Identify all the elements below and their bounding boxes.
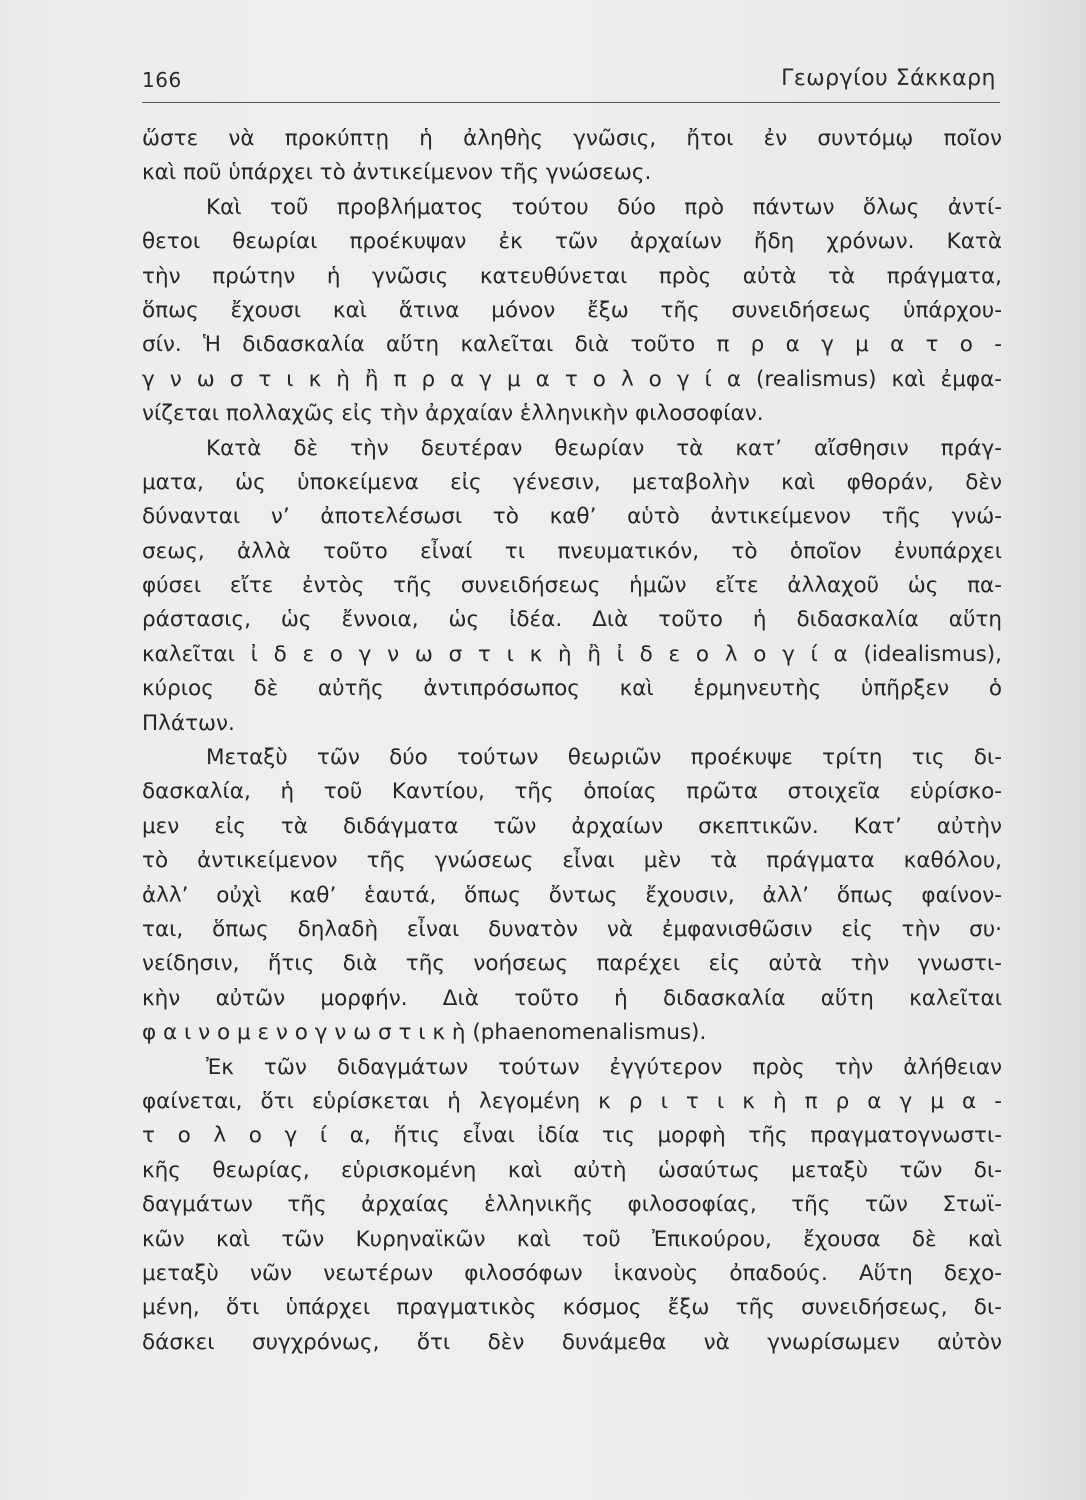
text-line: θετοι θεωρίαι προέκυψαν ἐκ τῶν ἀρχαίων ἤδη χρόνων. Κατὰ <box>142 229 1002 255</box>
page-header <box>142 62 1000 103</box>
text-line: κύριος δὲ αὐτῆς ἀντιπρόσωπος καὶ ἑρμηνευτὴς ὑπῆρξεν ὁ <box>142 676 1002 702</box>
text-line: ἀλλ’ οὐχὶ καθ’ ἑαυτά, ὅπως ὄντως ἔχουσιν, ἀλλ’ ὅπως φαίνον- <box>142 882 1002 908</box>
text-line: Καὶ τοῦ προβλήματος τούτου δύο πρὸ πάντων ὅλως ἀντί- <box>206 194 1002 220</box>
text-line: ὅπως ἔχουσι καὶ ἅτινα μόνον ἔξω τῆς συνειδήσεως ὑπάρχου- <box>142 297 1002 323</box>
text-line: τὴν πρώτην ἡ γνῶσις κατευθύνεται πρὸς αὐτὰ τὰ πράγματα, <box>142 263 1002 289</box>
text-line: Ἐκ τῶν διδαγμάτων τούτων ἐγγύτερον πρὸς τὴν ἀλήθειαν <box>206 1054 1002 1080</box>
page-number: 166 <box>142 68 182 92</box>
text-line: φαίνεται, ὅτι εὑρίσκεται ἡ λεγομένη κ ρ ι τ ι κ ὴ π ρ α γ μ α - <box>142 1088 1002 1114</box>
text-line: τ ο λ ο γ ί α, ἥτις εἶναι ἰδία τις μορφὴ τῆς πραγματογνωστι- <box>142 1123 1002 1149</box>
running-head-author: Γεωργίου Σάκκαρη <box>781 66 996 91</box>
text-line: νείδησιν, ἥτις διὰ τῆς νοήσεως παρέχει εἰς αὐτὰ τὴν γνωστι- <box>142 951 1002 977</box>
body-text <box>142 122 1002 1360</box>
text-line: ται, ὅπως δηλαδὴ εἶναι δυνατὸν νὰ ἐμφανισθῶσιν εἰς τὴν συ· <box>142 916 1002 942</box>
text-line: Πλάτων. <box>142 710 235 736</box>
text-line: κὴν αὐτῶν μορφήν. Διὰ τοῦτο ἡ διδασκαλία αὕτη καλεῖται <box>142 985 1002 1011</box>
text-line: ματα, ὡς ὑποκείμενα εἰς γένεσιν, μεταβολὴν καὶ φθοράν, δὲν <box>142 469 1002 495</box>
text-line: φ α ι ν ο μ ε ν ο γ ν ω σ τ ι κ ὴ (phaenomenalismus). <box>142 1020 707 1046</box>
text-line: νίζεται πολλαχῶς εἰς τὴν ἀρχαίαν ἑλληνικὴν φιλοσοφίαν. <box>142 401 764 427</box>
text-line: καλεῖται ἰ δ ε ο γ ν ω σ τ ι κ ὴ ἢ ἰ δ ε ο λ ο γ ί α (idealismus), <box>142 641 1002 667</box>
text-line: Κατὰ δὲ τὴν δευτέραν θεωρίαν τὰ κατ’ αἴσθησιν πράγ- <box>206 435 1002 461</box>
text-line: φύσει εἴτε ἐντὸς τῆς συνειδήσεως ἡμῶν εἴτε ἀλλαχοῦ ὡς πα- <box>142 573 1002 599</box>
text-line: μεταξὺ νῶν νεωτέρων φιλοσόφων ἱκανοὺς ὀπαδούς. Αὕτη δεχο- <box>142 1260 1002 1286</box>
text-line: σίν. Ἡ διδασκαλία αὕτη καλεῖται διὰ τοῦτο π ρ α γ μ α τ ο - <box>142 332 1002 358</box>
text-line: δάσκει συγχρόνως, ὅτι δὲν δυνάμεθα νὰ γνωρίσωμεν αὐτὸν <box>142 1329 1002 1355</box>
text-line: Μεταξὺ τῶν δύο τούτων θεωριῶν προέκυψε τρίτη τις δι- <box>206 745 1002 771</box>
text-line: γ ν ω σ τ ι κ ὴ ἢ π ρ α γ μ α τ ο λ ο γ ί α (realismus) καὶ ἐμφα- <box>142 366 1002 392</box>
text-line: δαγμάτων τῆς ἀρχαίας ἑλληνικῆς φιλοσοφίας, τῆς τῶν Στωϊ- <box>142 1192 1002 1218</box>
text-line: ράστασις, ὡς ἔννοια, ὡς ἰδέα. Διὰ τοῦτο ἡ διδασκαλία αὕτη <box>142 607 1002 633</box>
text-line: τὸ ἀντικείμενον τῆς γνώσεως εἶναι μὲν τὰ πράγματα καθόλου, <box>142 848 1002 874</box>
text-line: μεν εἰς τὰ διδάγματα τῶν ἀρχαίων σκεπτικῶν. Κατ’ αὐτὴν <box>142 813 1002 839</box>
text-line: σεως, ἀλλὰ τοῦτο εἶναί τι πνευματικόν, τὸ ὁποῖον ἐνυπάρχει <box>142 538 1002 564</box>
text-line: ὥστε νὰ προκύπτῃ ἡ ἀληθὴς γνῶσις, ἤτοι ἐν συντόμῳ ποῖον <box>142 126 1002 151</box>
text-line: μένη, ὅτι ὑπάρχει πραγματικὸς κόσμος ἔξω τῆς συνειδήσεως, δι- <box>142 1295 1002 1321</box>
text-line: κῆς θεωρίας, εὑρισκομένη καὶ αὐτὴ ὡσαύτως μεταξὺ τῶν δι- <box>142 1157 1002 1183</box>
text-line: δύνανται ν’ ἀποτελέσωσι τὸ καθ’ αὑτὸ ἀντικείμενον τῆς γνώ- <box>142 504 1002 530</box>
text-line: κῶν καὶ τῶν Κυρηναϊκῶν καὶ τοῦ Ἐπικούρου, ἔχουσα δὲ καὶ <box>142 1226 1002 1252</box>
text-line: δασκαλία, ἡ τοῦ Καντίου, τῆς ὁποίας πρῶτα στοιχεῖα εὑρίσκο- <box>142 779 1002 805</box>
text-line: καὶ ποῦ ὑπάρχει τὸ ἀντικείμενον τῆς γνώσεως. <box>142 160 652 186</box>
